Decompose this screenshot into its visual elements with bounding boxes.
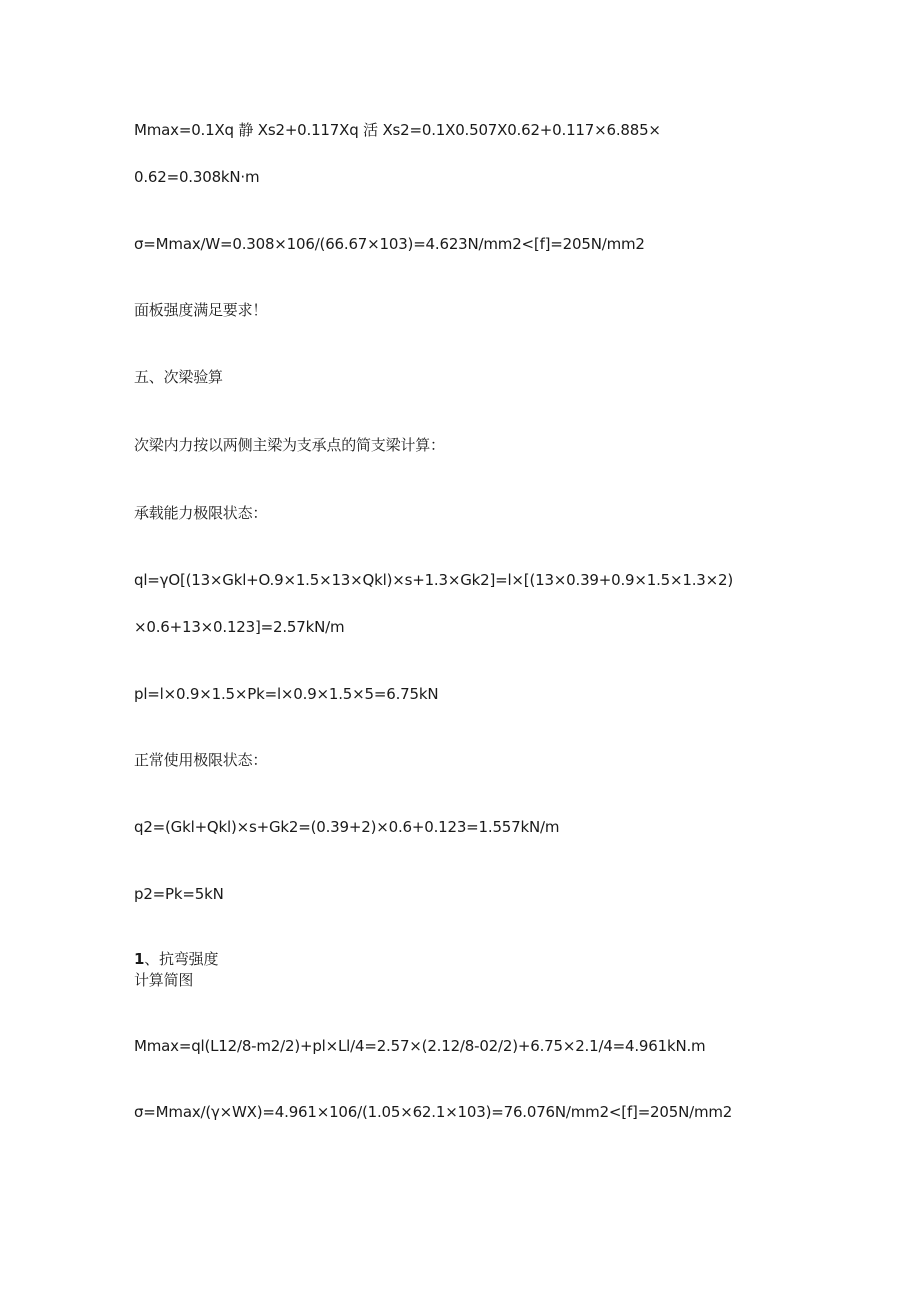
formula-p1: pl=l×0.9×1.5×Pk=l×0.9×1.5×5=6.75kN [134,685,439,703]
subsection-number: 1 [134,950,145,968]
formula-q1: ql=γO[(13×Gkl+O.9×1.5×13×Qkl)×s+1.3×Gk2]=l×[(13×0.39+0.9×1.5×1.3×2) [134,571,733,589]
formula-q1-cont: ×0.6+13×0.123]=2.57kN∕m [134,618,345,636]
ultimate-limit-state-label: 承载能力极限状态： [134,504,268,522]
formula-mmax-beam: Mmax=ql(L12∕8-m2∕2)+pl×Ll∕4=2.57×(2.12∕8-02∕2)+6.75×2.1∕4=4.961kN.m [134,1037,706,1055]
formula-sigma-beam: σ=Mmax∕(γ×WX)=4.961×106/(1.05×62.1×103)=76.076N∕mm2<[f]=205N∕mm2 [134,1103,733,1121]
subsection-heading-bending-strength [134,949,218,969]
formula-q2: q2=(Gkl+Qkl)×s+Gk2=(0.39+2)×0.6+0.123=1.557kN∕m [134,818,560,836]
formula-mmax-panel-cont: 0.62=0.308kN·m [134,168,260,186]
calculation-diagram-label: 计算简图 [134,971,194,989]
formula-p2: p2=Pk=5kN [134,885,224,903]
secondary-beam-description: 次梁内力按以两侧主梁为支承点的简支梁计算： [134,436,445,454]
subsection-title: 、抗弯强度 [144,950,219,968]
panel-strength-conclusion: 面板强度满足要求！ [134,301,268,319]
formula-mmax-panel: Mmax=0.1Xq 静 Xs2+0.117Xq 活 Xs2=0.1X0.507X0.62+0.117×6.885× [134,121,661,139]
serviceability-limit-state-label: 正常使用极限状态： [134,751,268,769]
section-heading-secondary-beam: 五、次梁验算 [134,368,223,386]
formula-sigma-panel: σ=Mmax∕W=0.308×106∕(66.67×103)=4.623N∕mm2<[f]=205N∕mm2 [134,235,645,253]
